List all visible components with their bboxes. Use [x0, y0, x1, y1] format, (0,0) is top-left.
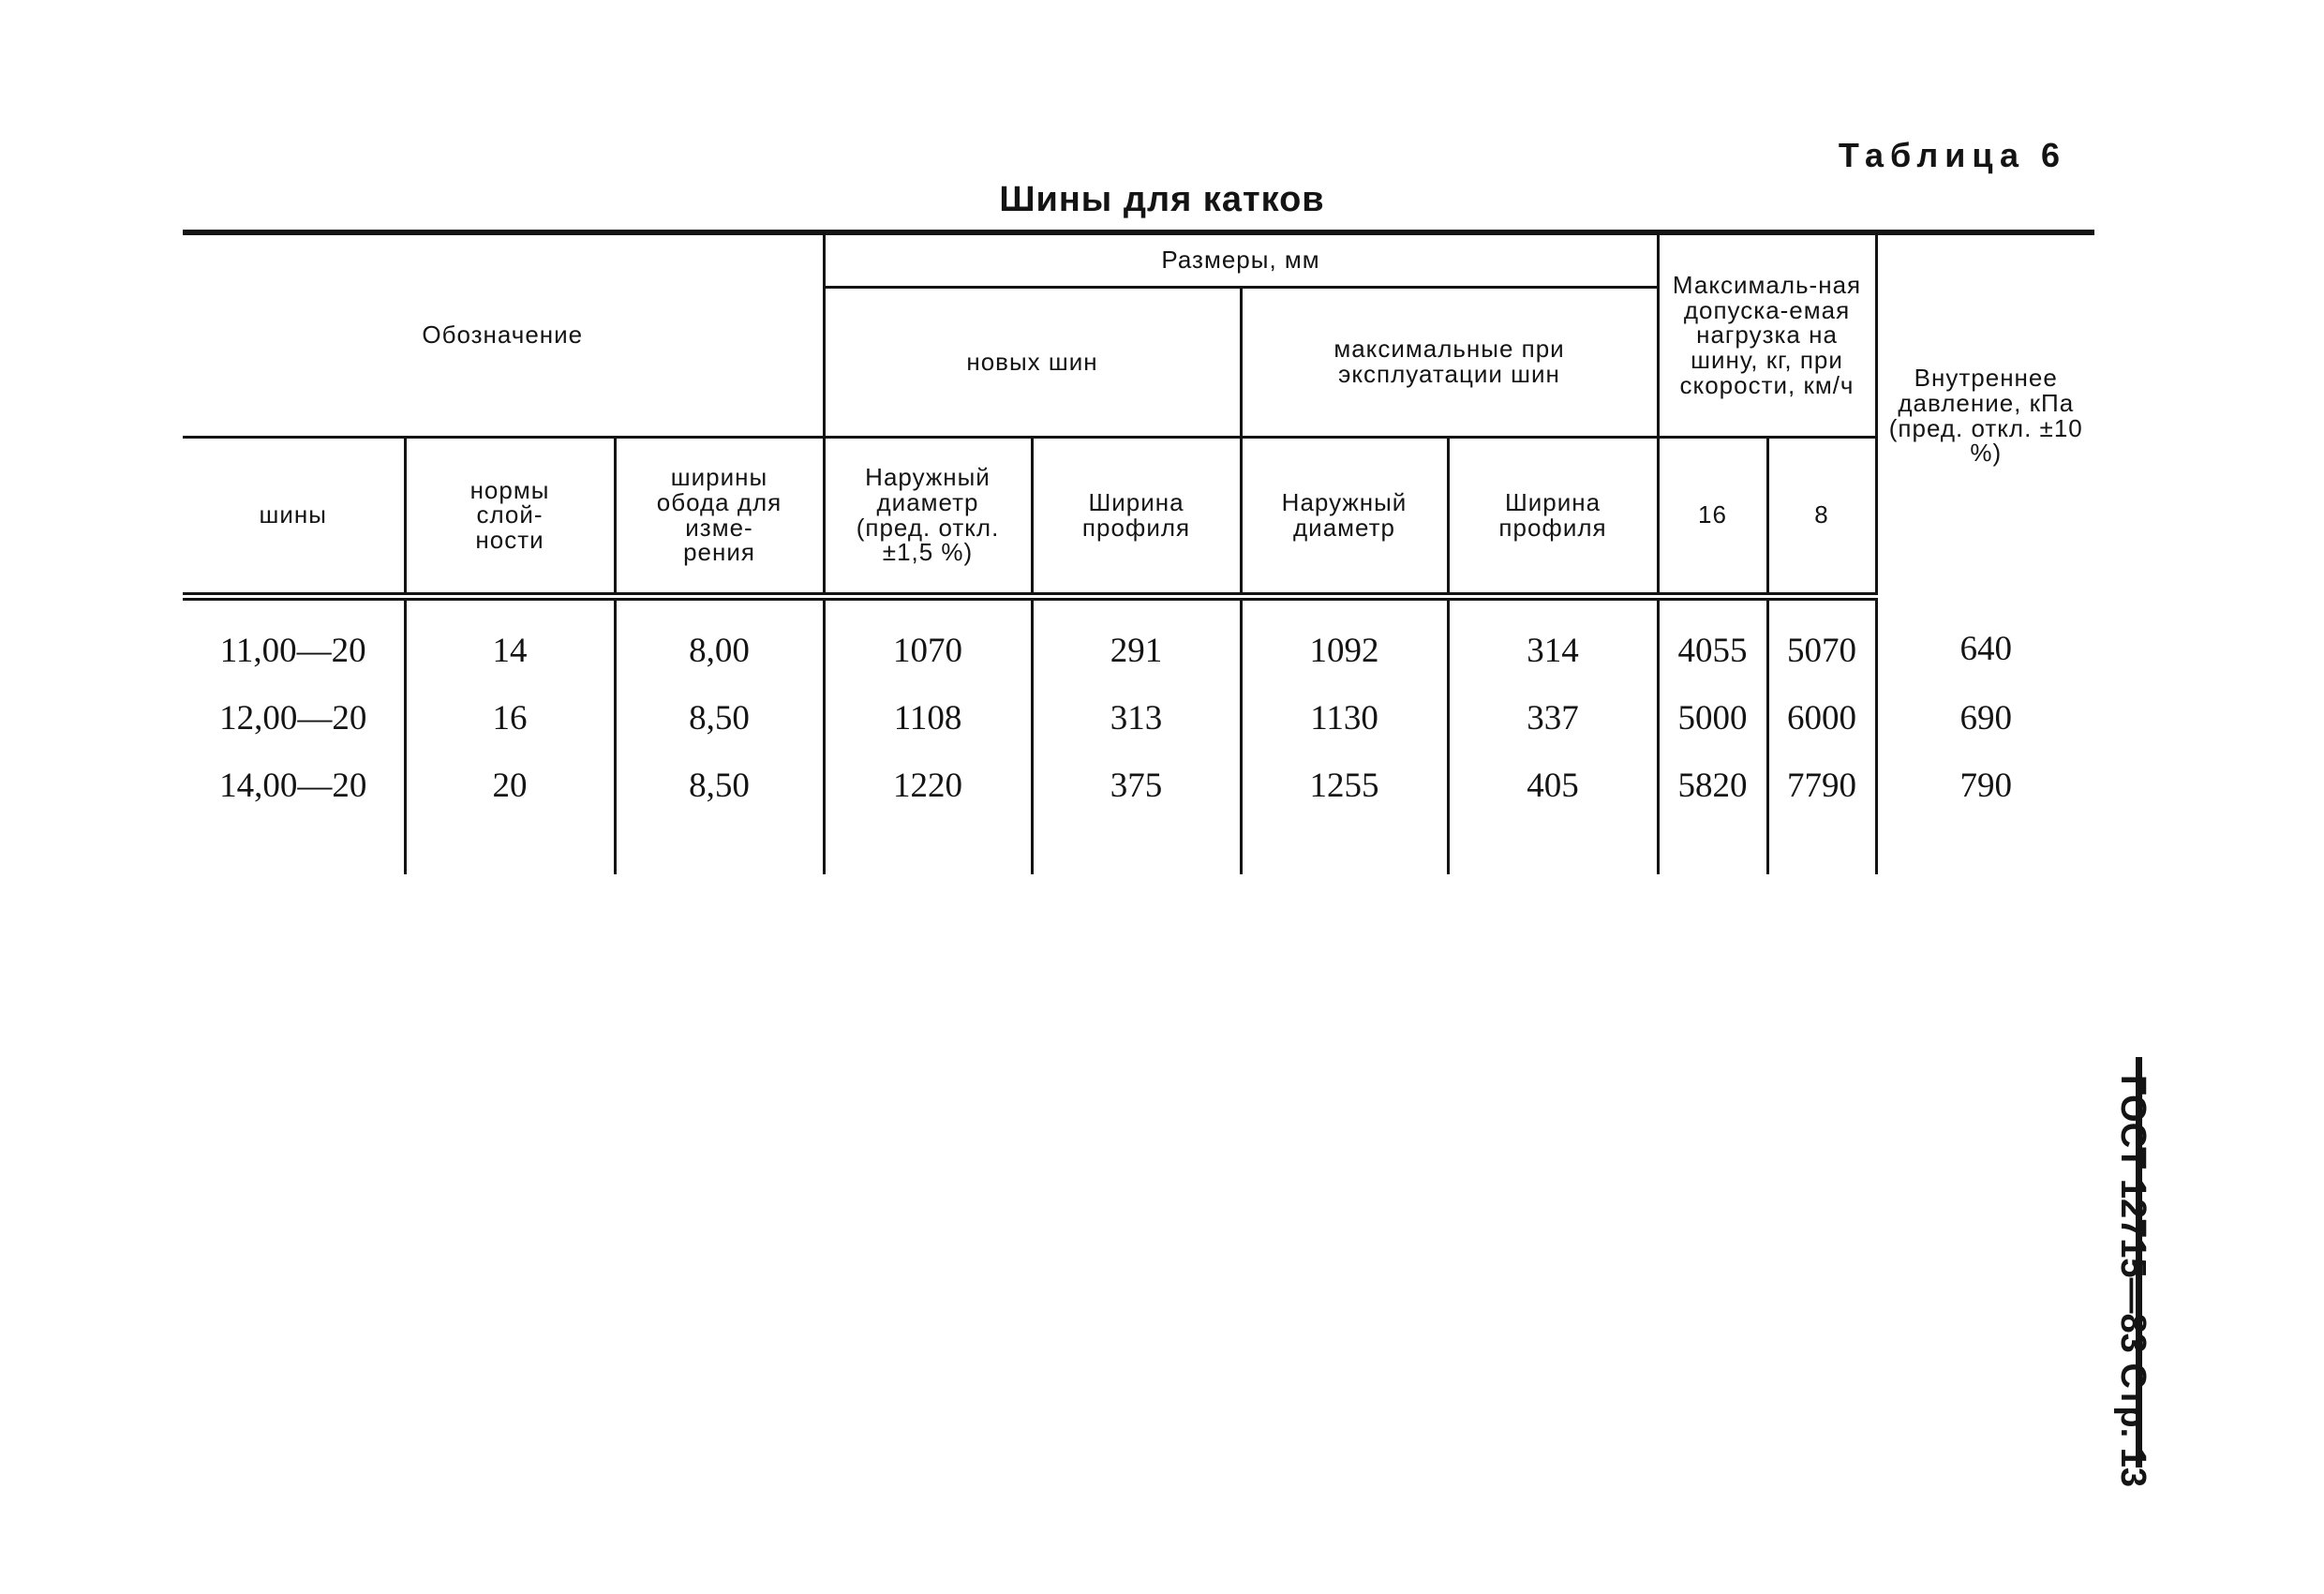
cell-load-8: 5070 [1767, 596, 1876, 685]
cell-ply: 16 [405, 685, 615, 752]
cell-pressure: 690 [1876, 685, 2094, 752]
cell-od-new: 1070 [824, 596, 1032, 685]
cell-pw-max: 314 [1448, 596, 1658, 685]
cell-load-16: 5000 [1658, 685, 1767, 752]
side-page-label: ГОСТ 12715—83 Стр. 13 [2113, 1075, 2153, 1488]
header-new-tires: новых шин [824, 287, 1241, 437]
cell-pw-new: 291 [1032, 596, 1241, 685]
table-caption: Таблица 6 [1838, 136, 2066, 174]
header-rim-width: ширины обода для изме-рения [615, 437, 824, 596]
cell-od-new: 1220 [824, 752, 1032, 820]
cell-ply: 20 [405, 752, 615, 820]
cell-ply: 14 [405, 596, 615, 685]
header-max-load: Максималь-ная допуска-емая нагрузка на шину, кг, при скорости, км/ч [1658, 232, 1876, 437]
cell-rim: 8,50 [615, 685, 824, 752]
table-row-spacer [183, 820, 2094, 874]
cell-pressure: 790 [1876, 752, 2094, 820]
cell-rim: 8,50 [615, 752, 824, 820]
cell-od-max: 1130 [1241, 685, 1448, 752]
cell-tire: 12,00—20 [219, 699, 367, 737]
cell-pw-max: 337 [1448, 685, 1658, 752]
cell-tire: 14,00—20 [219, 767, 367, 805]
header-speed-16: 16 [1658, 437, 1767, 596]
header-speed-8: 8 [1767, 437, 1876, 596]
tires-table [183, 230, 2094, 874]
cell-load-8: 7790 [1767, 752, 1876, 820]
cell-pw-new: 313 [1032, 685, 1241, 752]
cell-load-8: 6000 [1767, 685, 1876, 752]
cell-od-max: 1255 [1241, 752, 1448, 820]
table-row [183, 685, 2094, 752]
cell-tire: 11,00—20 [219, 632, 366, 670]
cell-load-16: 5820 [1658, 752, 1767, 820]
cell-pw-new: 375 [1032, 752, 1241, 820]
cell-pressure: 640 [1876, 596, 2094, 685]
cell-pw-max: 405 [1448, 752, 1658, 820]
table-row [183, 752, 2094, 820]
cell-load-16: 4055 [1658, 596, 1767, 685]
header-profile-width-new: Ширина профиля [1032, 437, 1241, 596]
table-row [183, 596, 2094, 685]
header-tire: шины [183, 437, 405, 596]
header-designation: Обозначение [183, 232, 824, 437]
cell-rim: 8,00 [615, 596, 824, 685]
header-max-in-use: максимальные при эксплуатации шин [1241, 287, 1658, 437]
header-ply-rating: нормы слой-ности [405, 437, 615, 596]
header-sizes: Размеры, мм [824, 232, 1658, 287]
header-outer-diameter-new: Наружный диаметр (пред. откл. ±1,5 %) [824, 437, 1032, 596]
table-title: Шины для катков [999, 180, 1325, 219]
header-outer-diameter-max: Наружный диаметр [1241, 437, 1448, 596]
header-profile-width-max: Ширина профиля [1448, 437, 1658, 596]
cell-od-new: 1108 [824, 685, 1032, 752]
cell-od-max: 1092 [1241, 596, 1448, 685]
header-pressure: Внутреннее давление, кПа (пред. откл. ±10 %) [1876, 232, 2094, 596]
